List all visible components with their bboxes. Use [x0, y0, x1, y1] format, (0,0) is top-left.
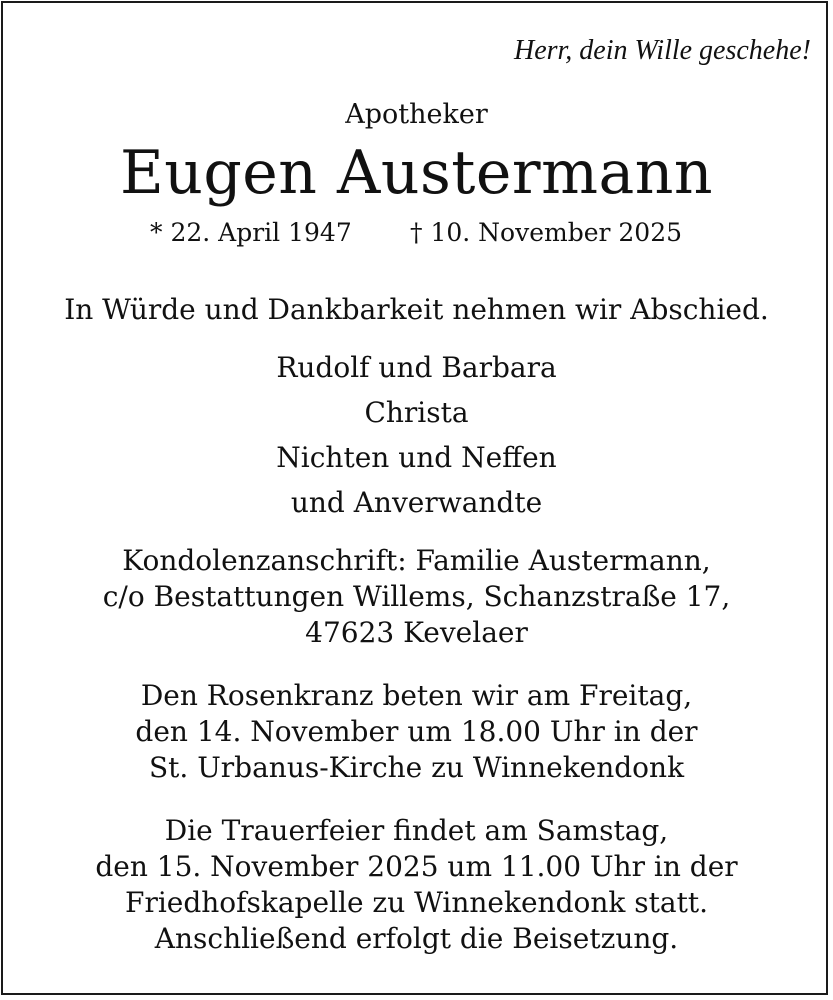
rosary-line: den 14. November um 18.00 Uhr in der	[135, 715, 698, 748]
address-line: c/o Bestattungen Willems, Schanzstraße 17,	[102, 580, 731, 613]
rosary-line: St. Urbanus-Kirche zu Winnekendonk	[148, 751, 685, 784]
mourners-list	[0, 345, 833, 525]
rosary-line: Den Rosenkranz beten wir am Freitag,	[140, 679, 693, 712]
death-date: † 10. November 2025	[410, 218, 683, 247]
funeral-line: Friedhofskapelle zu Winnekendonk statt.	[125, 886, 708, 919]
funeral-line: den 15. November 2025 um 11.00 Uhr in der	[95, 850, 738, 883]
mourner-line: Christa	[364, 396, 469, 429]
profession: Apotheker	[345, 99, 488, 130]
farewell-line: In Würde und Dankbarkeit nehmen wir Abschied.	[64, 293, 769, 326]
deceased-name: Eugen Austermann	[119, 138, 714, 208]
birth-date: * 22. April 1947	[150, 218, 352, 247]
mourner-line: und Anverwandte	[290, 486, 543, 519]
funeral-info	[0, 813, 833, 957]
address-line: 47623 Kevelaer	[305, 616, 528, 649]
mourner-line: Nichten und Neffen	[276, 441, 557, 474]
life-dates	[0, 215, 833, 251]
funeral-line: Die Trauerfeier findet am Samstag,	[164, 814, 669, 847]
address-line: Kondolenzanschrift: Familie Austermann,	[122, 544, 711, 577]
funeral-line: Anschließend erfolgt die Beisetzung.	[154, 922, 679, 955]
condolence-address	[0, 543, 833, 651]
motto: Herr, dein Wille geschehe!	[513, 35, 811, 66]
rosary-info	[0, 678, 833, 786]
mourner-line: Rudolf und Barbara	[276, 351, 557, 384]
